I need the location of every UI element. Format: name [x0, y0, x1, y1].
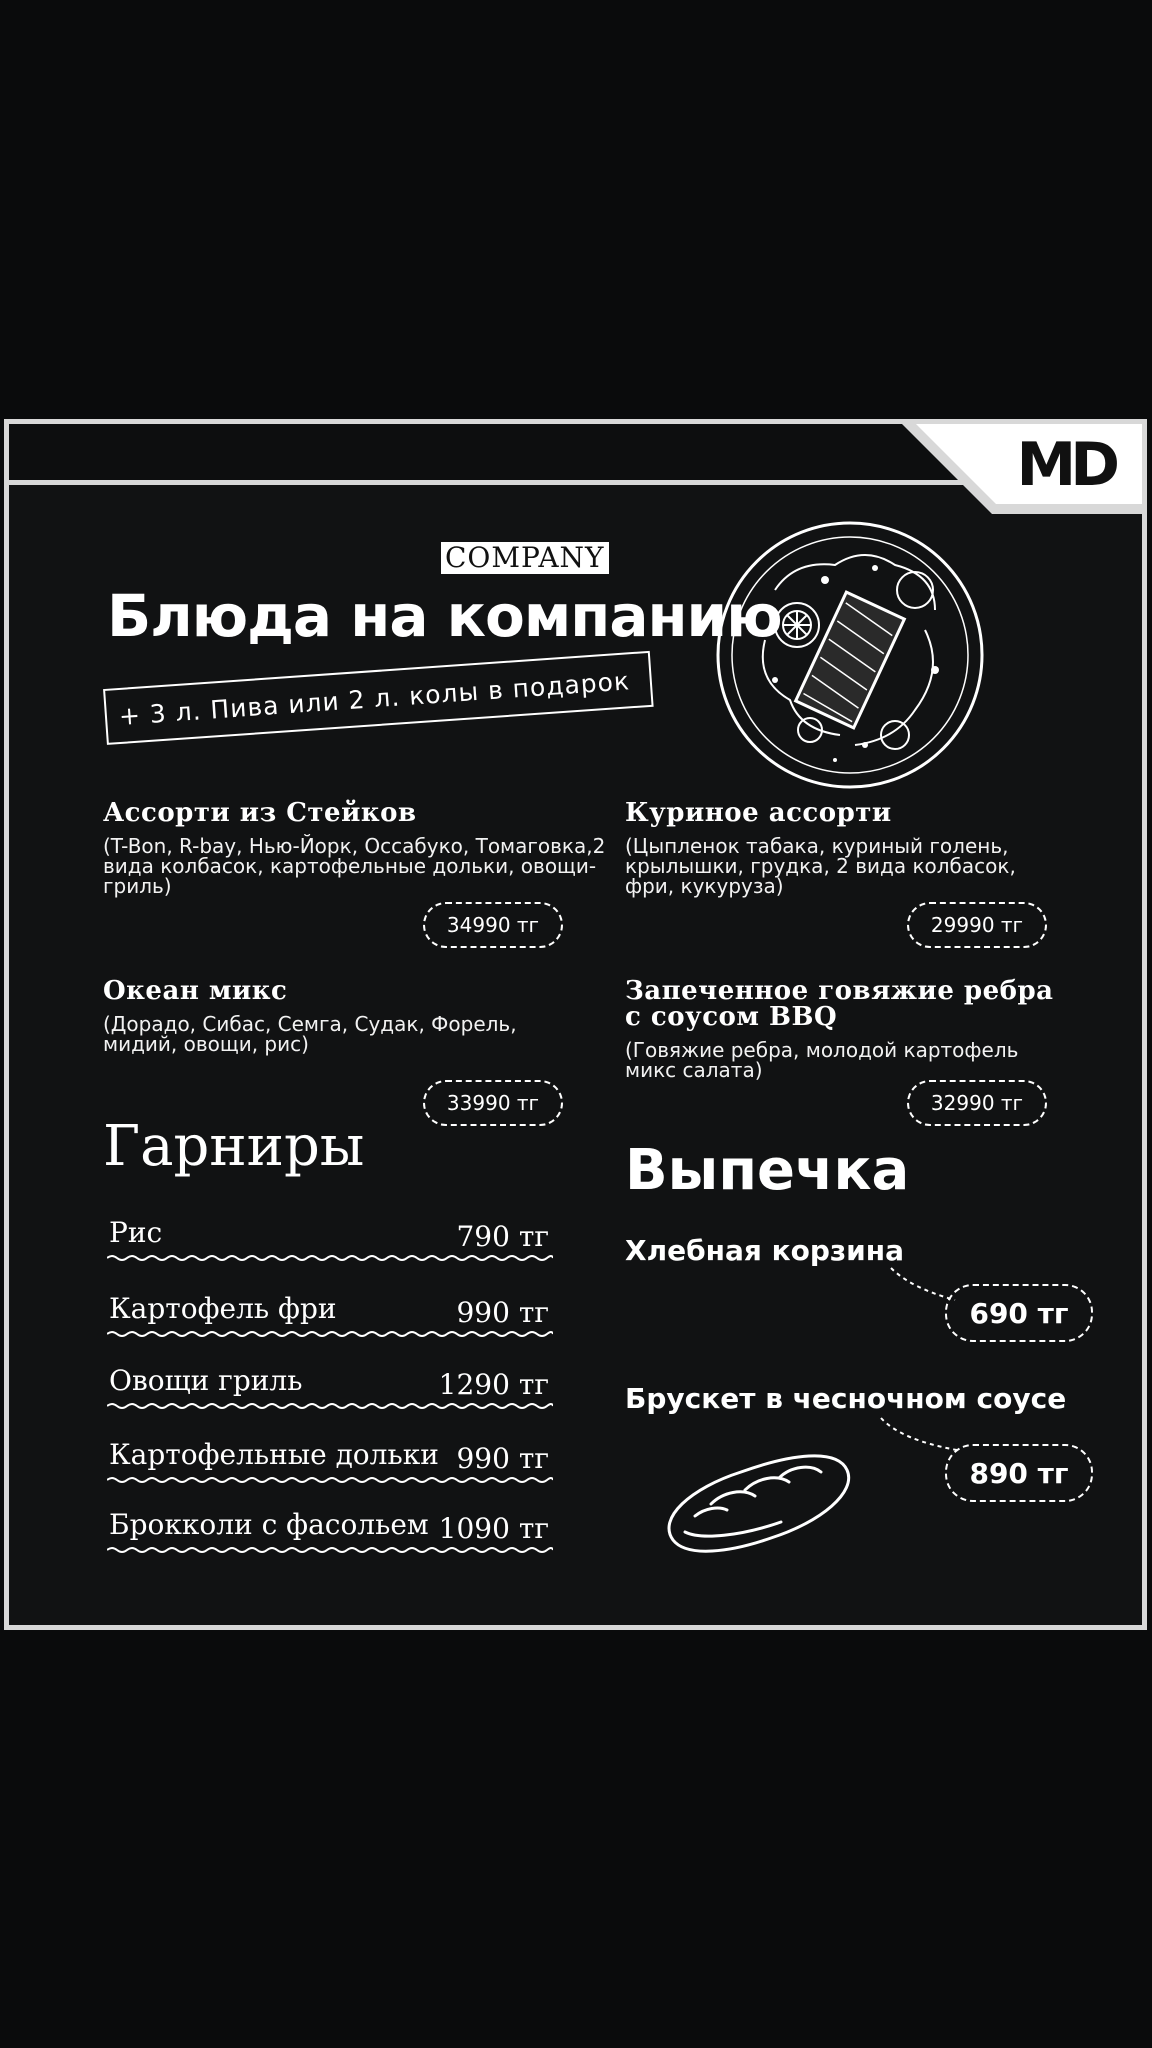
dish-price-text: 34990 тг: [446, 913, 540, 937]
dish-item: [625, 978, 1075, 1080]
dish-name: Ассорти из Стейков: [103, 798, 417, 828]
side-name: Брокколи с фасольем: [109, 1508, 429, 1541]
dish-price: [423, 902, 563, 948]
side-price: 790 тг: [456, 1220, 549, 1253]
side-row: [107, 1364, 553, 1410]
side-name: Рис: [109, 1216, 163, 1249]
side-name: Картофель фри: [109, 1292, 337, 1325]
bakery-title: Выпечка: [625, 1138, 910, 1203]
bakery-item-price: [945, 1284, 1093, 1342]
dish-item: [103, 978, 573, 1054]
dish-item: [625, 800, 1065, 896]
dish-description: (Дорадо, Сибас, Семга, Судак, Форель, мидий, овощи, рис): [103, 1012, 517, 1056]
dish-price: [423, 1080, 563, 1126]
dish-description: (T-Bon, R-bay, Нью-Йорк, Оссабуко, Томаговка,2 вида колбасок, картофельные дольки, овощи-гриль): [103, 834, 606, 898]
bakery-item-name: Брускет в чесночном соусе: [625, 1382, 1067, 1415]
dish-price-text: 32990 тг: [930, 1091, 1024, 1115]
page-title: Блюда на компанию: [107, 582, 782, 650]
bakery-price-text: 890 тг: [969, 1456, 1069, 1490]
bakery-item-name: Хлебная корзина: [625, 1234, 905, 1267]
side-price: 990 тг: [456, 1296, 549, 1329]
sides-title: Гарниры: [103, 1114, 365, 1179]
promo-text: + 3 л. Пива или 2 л. колы в подарок: [117, 665, 631, 731]
connector-line: [879, 1414, 959, 1454]
dish-description: (Говяжие ребра, молодой картофель микс салата): [625, 1038, 1019, 1082]
dish-price-text: 33990 тг: [446, 1091, 540, 1115]
side-price: 1090 тг: [438, 1512, 549, 1545]
bakery-price-text: 690 тг: [969, 1296, 1069, 1330]
side-name: Картофельные дольки: [109, 1438, 439, 1471]
side-row: [107, 1438, 553, 1484]
side-row: [107, 1292, 553, 1338]
dish-item: [103, 800, 613, 896]
logo-text: MD: [1016, 430, 1114, 500]
top-band: [9, 424, 999, 485]
side-name: Овощи гриль: [109, 1364, 303, 1397]
dish-price-text: 29990 тг: [930, 913, 1024, 937]
dish-price: [907, 902, 1047, 948]
plate-illustration-icon: [715, 520, 985, 790]
side-row: [107, 1508, 553, 1554]
company-stamp: COMPANY: [441, 542, 609, 574]
side-row: [107, 1216, 553, 1262]
dish-name: Запеченное говяжие ребра с соусом BBQ: [625, 976, 1054, 1032]
dish-description: (Цыпленок табака, куриный голень, крылышки, грудка, 2 вида колбасок, фри, кукуруза): [625, 834, 1016, 898]
dish-name: Океан микс: [103, 976, 288, 1006]
dish-price: [907, 1080, 1047, 1126]
menu-panel: [4, 419, 1147, 1630]
bread-icon: [661, 1444, 857, 1560]
side-price: 1290 тг: [438, 1368, 549, 1401]
md-logo-icon: [902, 424, 1142, 514]
bakery-item-price: [945, 1444, 1093, 1502]
promo-banner: [103, 651, 654, 745]
dish-name: Куриное ассорти: [625, 798, 892, 828]
side-price: 990 тг: [456, 1442, 549, 1475]
